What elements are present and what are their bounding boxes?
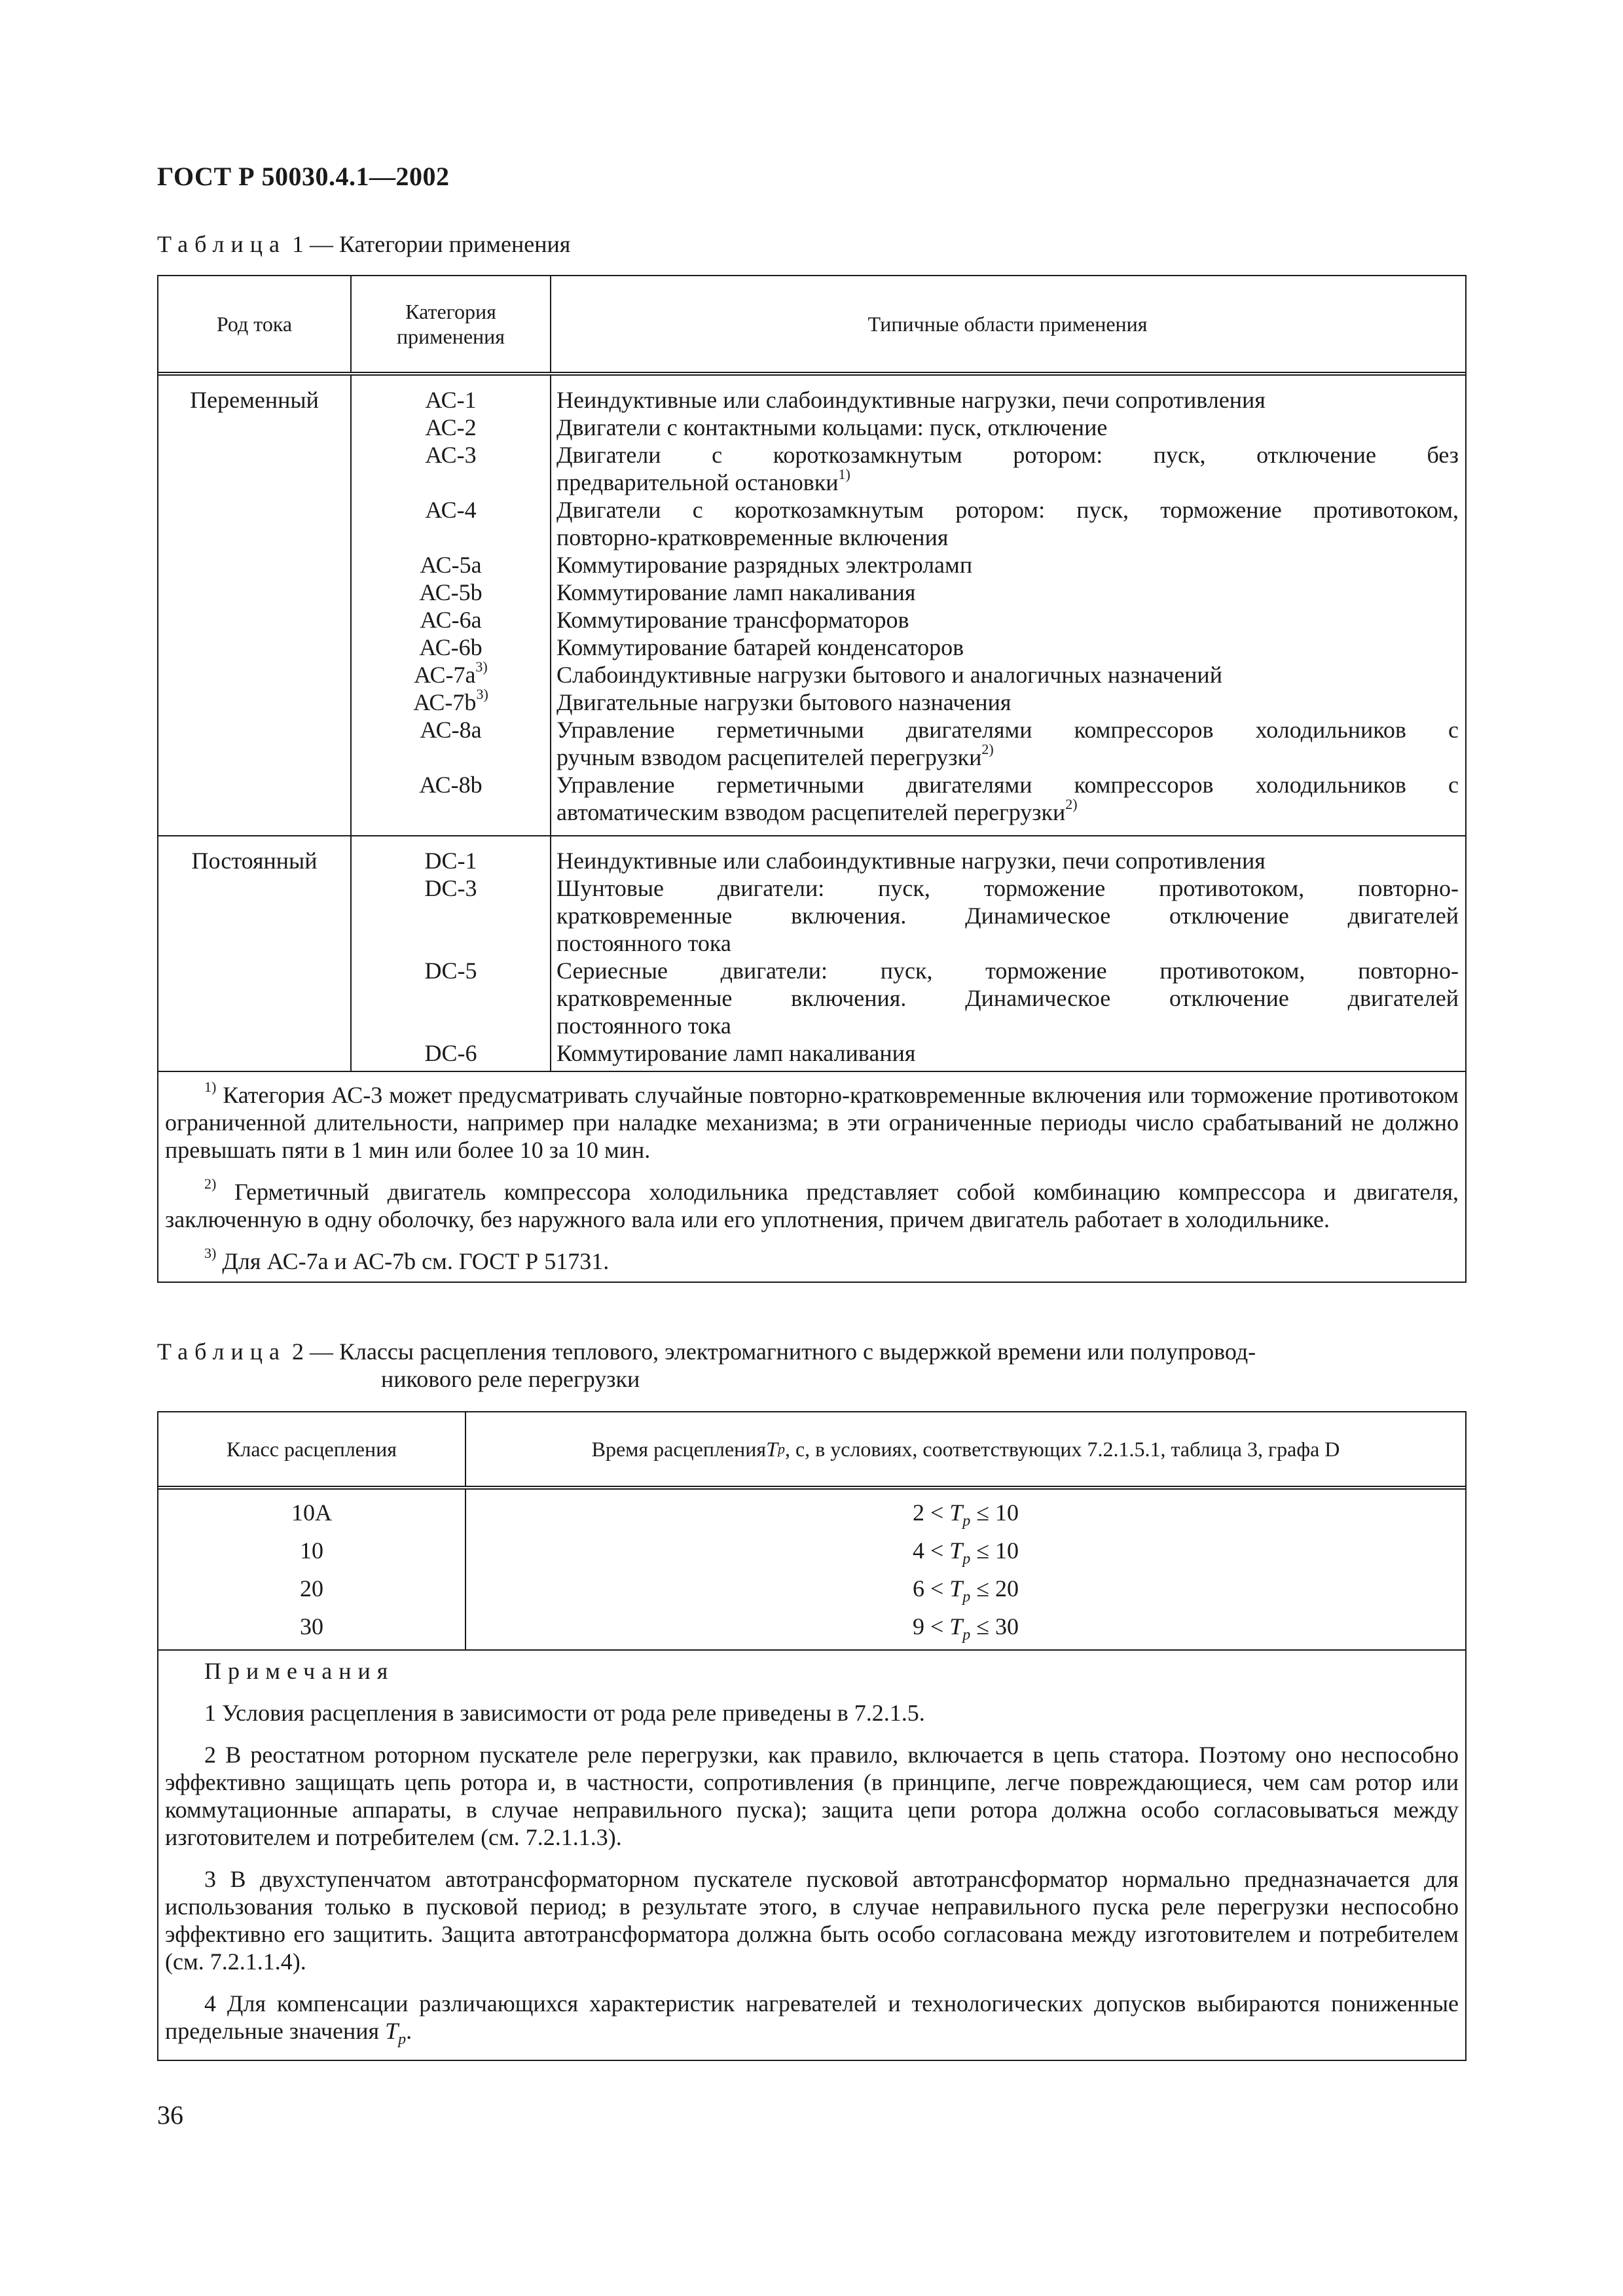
trip-time-high: 10 (995, 1537, 1019, 1564)
less-or-equal-sign: ≤ (970, 1499, 996, 1526)
application-line (556, 469, 1459, 496)
notes-title: Примечания (204, 1658, 395, 1684)
application-text: постоянного тока (556, 930, 731, 956)
tp-subscript: p (962, 1551, 971, 1568)
category-code: АС-6а (420, 607, 482, 633)
category-code: DС-1 (424, 848, 477, 874)
table2-notes (158, 1649, 1465, 2060)
category-code: DС-6 (424, 1040, 477, 1066)
application-text: Сериесные двигатели: пуск, торможение противотоком, повторно- (556, 958, 1459, 984)
table1 (157, 275, 1467, 1283)
less-than-sign: < (924, 1575, 950, 1602)
footnote-mark: 1) (204, 1079, 217, 1095)
application-text: Двигатели с короткозамкнутым ротором: пуск, отключение без (556, 442, 1459, 468)
application-text: Неиндуктивные или слабоиндуктивные нагрузки, печи сопротивления (556, 848, 1266, 874)
category-cell (352, 689, 550, 716)
table2-caption (157, 1338, 1256, 1393)
tp-symbol: T (949, 1613, 963, 1640)
application-text: Коммутирование ламп накаливания (556, 1040, 916, 1066)
category-cell (352, 716, 550, 771)
application-text: кратковременные включения. Динамическое отключение двигателей (556, 903, 1459, 929)
application-line (556, 579, 1459, 606)
application-line (556, 874, 1459, 902)
category-cell (352, 847, 550, 874)
less-than-sign: < (924, 1537, 950, 1564)
header-tp-sub: p (777, 1441, 785, 1457)
application-line (556, 634, 1459, 661)
table1-dc-section (158, 836, 1465, 1072)
header-trip-time (466, 1412, 1465, 1486)
footnote-text: Герметичный двигатель компрессора холодильника представляет собой комбинацию компрессора и двигателя, заключенную в одну оболочку, без наружного вала или его уплотнения, причем двигатель работает в холодильнике. (165, 1179, 1459, 1232)
less-than-sign: < (924, 1613, 950, 1640)
footnote-mark: 3) (204, 1245, 217, 1261)
application-text: Двигательные нагрузки бытового назначения (556, 689, 1012, 715)
table1-caption-title: 1 — Категории применения (285, 231, 571, 257)
trip-time-high: 10 (995, 1499, 1019, 1526)
category-cell (352, 661, 550, 689)
trip-time-high: 20 (995, 1575, 1019, 1602)
table1-caption-prefix: Таблица (157, 231, 286, 257)
category-cell (352, 606, 550, 634)
application-text: Коммутирование ламп накаливания (556, 579, 916, 605)
application-text: ручным взводом расцепителей перегрузки (556, 744, 982, 770)
application-text: предварительной остановки (556, 469, 839, 495)
footnote-text: Категория АС-3 может предусматривать случайные повторно-кратковременные включения или торможение противотоком ограниченной длительности, например при наладке механизма; в эти ограниченные периоды число срабатываний не должно превышать пяти в 1 мин или более 10 за 10 мин. (165, 1082, 1459, 1163)
tp-subscript: p (398, 2031, 407, 2049)
table1-ac-section (158, 376, 1465, 836)
category-cell (352, 579, 550, 606)
footnote (165, 1081, 1459, 1164)
tp-symbol: T (949, 1537, 963, 1564)
tp-symbol: T (385, 2018, 399, 2044)
table2 (157, 1411, 1467, 2061)
trip-time-low: 6 (912, 1575, 924, 1602)
footnote-text: Для АС-7а и АС-7b см. ГОСТ Р 51731. (222, 1248, 610, 1274)
application-text: Двигатели с контактными кольцами: пуск, отключение (556, 414, 1108, 440)
header-tp-symbol: T (766, 1437, 778, 1461)
trip-time-cell (466, 1607, 1465, 1645)
category-cell (352, 1039, 550, 1067)
footnote-mark: 2) (204, 1175, 217, 1192)
trip-time-high: 30 (995, 1613, 1019, 1640)
application-text: Шунтовые двигатели: пуск, торможение противотоком, повторно- (556, 875, 1459, 901)
table2-header-row (158, 1412, 1465, 1490)
tp-subscript: p (962, 1626, 971, 1644)
trip-time-cell (466, 1532, 1465, 1570)
table2-caption-line1: 2 — Классы расцепления теплового, электромагнитного с выдержкой времени или полупровод- (285, 1338, 1256, 1365)
page-number: 36 (157, 2100, 183, 2130)
trip-class-cell: 30 (300, 1613, 323, 1640)
note-item: 1 Условия расцепления в зависимости от рода реле приведены в 7.2.1.5. (204, 1700, 925, 1726)
tp-subscript: p (962, 1588, 971, 1606)
trip-class-cell: 10 (300, 1537, 323, 1564)
application-line (556, 957, 1459, 984)
trip-class-cell: 20 (300, 1575, 323, 1602)
category-cell (352, 386, 550, 414)
category-footnote-mark: 3) (475, 661, 488, 675)
category-cell (352, 634, 550, 661)
category-cell (352, 771, 550, 826)
category-cell (352, 441, 550, 496)
note4-end: . (406, 2018, 412, 2044)
note-item (165, 1990, 1459, 2053)
table1-caption (157, 230, 570, 258)
less-or-equal-sign: ≤ (970, 1575, 996, 1602)
current-type-ac (158, 376, 352, 835)
footnote (165, 1247, 1459, 1275)
application-line (556, 798, 1459, 826)
application-text: Слабоиндуктивные нагрузки бытового и аналогичных назначений (556, 662, 1222, 688)
current-type-ac-label: Переменный (190, 387, 319, 413)
table2-caption-prefix: Таблица (157, 1338, 286, 1365)
category-code: АС-8а (420, 717, 482, 743)
application-line (556, 496, 1459, 524)
category-cell (352, 496, 550, 551)
trip-time-cell (466, 1494, 1465, 1532)
category-code: АС-1 (425, 387, 477, 413)
ac-application-column (551, 386, 1465, 826)
category-cell (352, 414, 550, 441)
application-line (556, 661, 1459, 689)
application-line (556, 1012, 1459, 1039)
header-current-type: Род тока (158, 276, 352, 372)
application-footnote-mark: 2) (1065, 798, 1078, 812)
note-item: 3 В двухступенчатом автотрансформаторном пускателе пусковой автотрансформатор нормально предназначается для использования только в пусковой период; в результате этого, в случае неправильного пуска реле перегрузки неспособно эффективно его защитить. Защита автотрансформатора должна быть особо согласована между изготовителем и потребителем (см. 7.2.1.1.4). (165, 1866, 1459, 1975)
application-line (556, 847, 1459, 874)
category-cell (352, 957, 550, 1039)
application-text: Двигатели с короткозамкнутым ротором: пуск, торможение противотоком, (556, 497, 1459, 523)
current-type-dc-label: Постоянный (191, 848, 318, 874)
application-text: Управление герметичными двигателями компрессоров холодильников с (556, 717, 1459, 743)
category-code: АС-5b (419, 579, 483, 605)
category-code: АС-5а (420, 552, 482, 578)
application-text: Коммутирование батарей конденсаторов (556, 634, 964, 660)
table2-body (158, 1490, 1465, 1649)
application-line (556, 744, 1459, 771)
category-code: DС-3 (424, 875, 477, 901)
application-line (556, 524, 1459, 551)
category-code: АС-3 (425, 442, 477, 468)
footnote (165, 1175, 1459, 1233)
dc-application-column (551, 847, 1465, 1067)
table1-footnotes (158, 1072, 1465, 1282)
application-text: Коммутирование разрядных электроламп (556, 552, 973, 578)
application-line (556, 929, 1459, 957)
application-line (556, 386, 1459, 414)
application-text: Коммутирование трансформаторов (556, 607, 909, 633)
category-code: АС-4 (425, 497, 477, 523)
table2-caption-line2: никового реле перегрузки (381, 1366, 640, 1392)
less-than-sign: < (924, 1499, 950, 1526)
tp-symbol: T (949, 1575, 963, 1602)
category-code: АС-7а (414, 662, 476, 688)
ac-category-column (352, 376, 551, 835)
header-trip-time-before: Время расцепления (591, 1437, 767, 1461)
application-line (556, 984, 1459, 1012)
header-applications: Типичные области применения (867, 312, 1148, 336)
category-code: АС-8b (419, 772, 483, 798)
header-trip-class: Класс расцепления (158, 1412, 466, 1486)
category-cell (352, 551, 550, 579)
application-line (556, 414, 1459, 441)
application-text: Неиндуктивные или слабоиндуктивные нагрузки, печи сопротивления (556, 387, 1266, 413)
trip-time-low: 9 (912, 1613, 924, 1640)
trip-time-low: 2 (912, 1499, 924, 1526)
application-line (556, 771, 1459, 798)
application-text: автоматическим взводом расцепителей перегрузки (556, 799, 1066, 825)
trip-class-cell: 10А (291, 1499, 332, 1526)
dc-category-column (352, 836, 551, 1071)
category-code: АС-7b (413, 689, 477, 715)
application-text: постоянного тока (556, 1013, 731, 1039)
category-code: АС-2 (425, 414, 477, 440)
category-cell (352, 874, 550, 957)
table1-header-row (158, 276, 1465, 376)
category-code: DС-5 (424, 958, 477, 984)
application-line (556, 441, 1459, 469)
less-or-equal-sign: ≤ (970, 1613, 996, 1640)
current-type-dc (158, 836, 352, 1071)
note4-text: 4 Для компенсации различающихся характеристик нагревателей и технологических допусков выбираются пониженные предельные значения (165, 1990, 1459, 2044)
trip-time-column (466, 1494, 1465, 1645)
header-category: Категория применения (352, 276, 551, 372)
tp-subscript: p (962, 1513, 971, 1530)
application-line (556, 551, 1459, 579)
application-line (556, 1039, 1459, 1067)
trip-class-column (158, 1490, 466, 1649)
application-text: кратковременные включения. Динамическое отключение двигателей (556, 985, 1459, 1011)
category-footnote-mark: 3) (476, 689, 488, 702)
trip-time-low: 4 (912, 1537, 924, 1564)
header-trip-time-after: , с, в условиях, соответствующих 7.2.1.5.1, таблица 3, графа D (784, 1437, 1340, 1461)
tp-symbol: T (949, 1499, 963, 1526)
application-line (556, 606, 1459, 634)
document-header: ГОСТ Р 50030.4.1—2002 (157, 162, 450, 191)
application-line (556, 716, 1459, 744)
application-line (556, 689, 1459, 716)
note-item: 2 В реостатном роторном пускателе реле перегрузки, как правило, включается в цепь статора. Поэтому оно неспособно эффективно защищать цепь ротора и, в частности, сопротивления (в принципе, легче повреждающиеся, чем сам ротор или коммутационные аппараты, в случае неправильного пуска); защита цепи ротора должна особо согласовываться между изготовителем и потребителем (см. 7.2.1.1.3). (165, 1742, 1459, 1850)
application-footnote-mark: 2) (981, 744, 994, 757)
application-text: повторно-кратковременные включения (556, 524, 949, 550)
less-or-equal-sign: ≤ (970, 1537, 996, 1564)
category-code: АС-6b (419, 634, 483, 660)
trip-time-cell (466, 1570, 1465, 1607)
application-line (556, 902, 1459, 929)
application-footnote-mark: 1) (838, 469, 850, 482)
application-text: Управление герметичными двигателями компрессоров холодильников с (556, 772, 1459, 798)
